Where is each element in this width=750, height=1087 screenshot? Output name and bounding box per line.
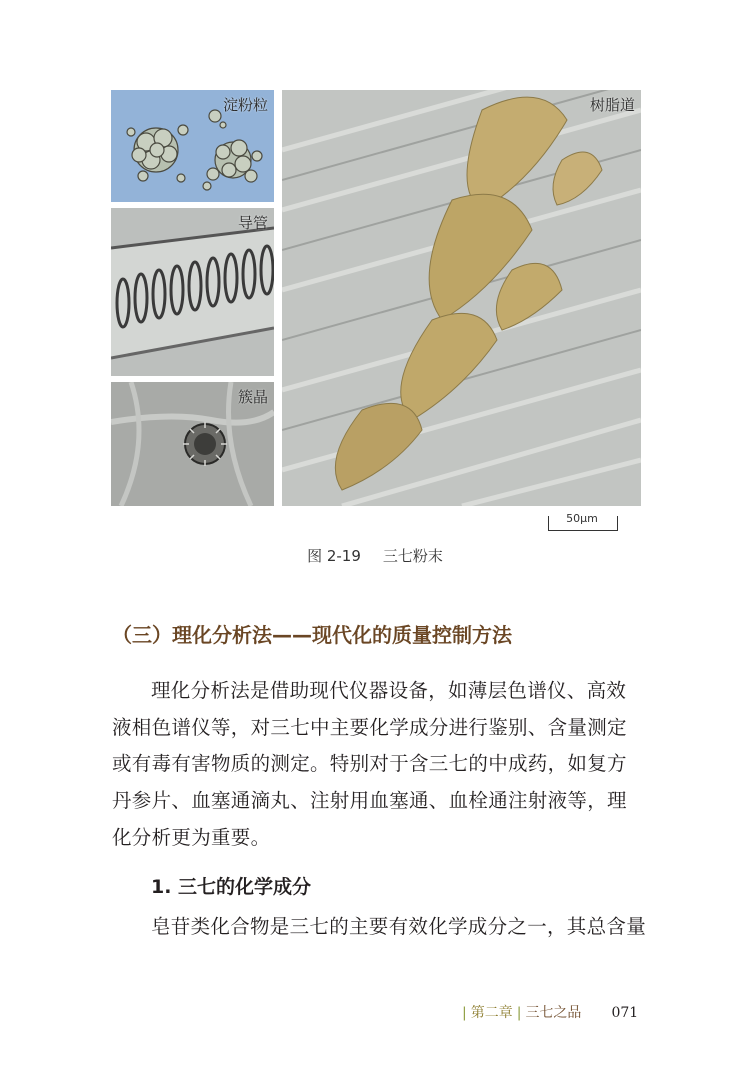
crystal-cluster-photo bbox=[111, 382, 274, 506]
vessel-label: 导管 bbox=[237, 214, 268, 232]
crystal-label: 簇晶 bbox=[237, 388, 268, 406]
scale-bar-label: 50μm bbox=[566, 512, 598, 525]
paragraph-line: 理化分析法是借助现代仪器设备，如薄层色谱仪、高效 bbox=[151, 679, 627, 702]
paragraph-line: 液相色谱仪等，对三七中主要化学成分进行鉴别、含量测定 bbox=[112, 715, 627, 739]
paragraph-line: 化分析更为重要。 bbox=[112, 825, 271, 849]
caption-number: 图 2-19 bbox=[307, 547, 361, 565]
subheading-chemical-components: 1. 三七的化学成分 bbox=[151, 876, 312, 898]
footer-title: 三七之品 bbox=[525, 1005, 582, 1021]
vessel-photo bbox=[111, 208, 274, 376]
paragraph-saponins bbox=[112, 909, 647, 946]
figure-2-19 bbox=[111, 90, 641, 506]
starch-label: 淀粉粒 bbox=[222, 96, 268, 114]
footer-chapter: 第二章 bbox=[470, 1005, 513, 1021]
caption-text: 三七粉末 bbox=[382, 547, 443, 565]
paragraph-line: 或有毒有害物质的测定。特别对于含三七的中成药，如复方 bbox=[112, 752, 627, 776]
starch-granule-photo bbox=[111, 90, 274, 202]
resin-label: 树脂道 bbox=[589, 96, 635, 114]
resin-canal-photo bbox=[282, 90, 641, 506]
section-heading: （三）理化分析法——现代化的质量控制方法 bbox=[112, 623, 512, 647]
figure-caption bbox=[0, 545, 750, 566]
page-footer bbox=[458, 1002, 638, 1022]
paragraph-line: 皂苷类化合物是三七的主要有效化学成分之一，其总含量 bbox=[151, 915, 647, 938]
footer-separator: | bbox=[516, 1005, 522, 1021]
paragraph-physicochemical-analysis bbox=[112, 673, 640, 857]
footer-separator: | bbox=[462, 1005, 467, 1021]
paragraph-line: 丹参片、血塞通滴丸、注射用血塞通、血栓通注射液等，理 bbox=[112, 789, 627, 813]
page-number: 071 bbox=[611, 1005, 639, 1021]
